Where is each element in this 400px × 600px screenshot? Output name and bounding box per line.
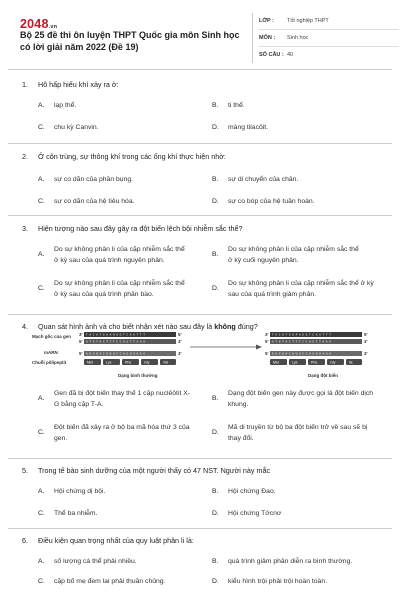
option-b[interactable]: B. ti thể. [212,102,245,109]
normal-mrna [79,351,182,356]
svg-text:5': 5' [178,332,182,337]
option-d[interactable]: D. màng tilacôit. [212,124,269,131]
svg-text:Lys: Lys [106,360,112,365]
option-a[interactable]: A. Gen đã bị đột biến thay thế 1 cặp nuclêôtit X-G bằng cặp T-A. [38,390,191,408]
option-a[interactable]: A. lạp thể. [38,102,77,109]
svg-text:Lys: Lys [292,360,298,365]
option-d[interactable]: D. sự co bóp của hệ tuần hoàn. [212,198,315,205]
document-header [0,0,400,64]
question-4-options [22,388,392,458]
figure-label-template-strand: Mạch gốc của gen [32,334,72,339]
option-c[interactable]: C. Do sự không phân li của cặp nhiễm sắc thể ở kỳ sau của quá trình phân bào. [38,280,185,298]
svg-text:A T G T A C T T T C C A G T T: A T G T A C T T T C C A G T T A A A [272,339,331,344]
svg-text:T A C A T G A A A G G T C A A: T A C A T G A A A G G T C A A T T T [86,332,145,337]
option-c[interactable]: C. chu kỳ Canvin. [38,124,99,131]
svg-text:3': 3' [178,339,182,344]
svg-text:A T G T A C T T T C C A G T T: A T G T A C T T T C C A G T T A A A [86,339,145,344]
option-a[interactable]: A. Do sự không phân li của cặp nhiễm sắc thể ở kỳ sau của quá trình nguyên phân. [38,246,185,264]
svg-text:5': 5' [265,351,269,356]
question-1 [22,80,392,140]
caption-mutant: Dạng đột biến [308,373,338,378]
caption-normal: Dạng bình thường [118,373,158,378]
option-c[interactable]: C. cặp bố mẹ đem lai phải thuần chủng. [38,578,166,585]
question-text: 3. Hiện tượng nào sau đây gây ra đột biến lệch bội nhiễm sắc thể? [22,224,243,233]
normal-dna [79,332,182,344]
question-6 [22,536,392,598]
option-d[interactable]: D. kiểu hình trội phải trội hoàn toàn. [212,578,327,585]
option-b[interactable]: B. Hội chứng Đao. [212,488,276,495]
svg-text:3': 3' [364,351,368,356]
svg-text:3': 3' [265,332,269,337]
svg-text:5': 5' [364,332,368,337]
question-divider [8,215,392,216]
option-c[interactable]: C. Thể ba nhiễm. [38,510,98,517]
question-divider [8,458,392,459]
svg-text:Val: Val [163,360,168,365]
svg-text:Gly: Gly [330,360,336,365]
header-divider [8,69,392,70]
svg-text:Met: Met [273,360,279,365]
question-text: 5. Trong tế bào sinh dưỡng của một người thấy có 47 NST. Người này mắc [22,466,271,475]
option-d[interactable]: D. Mã di truyền từ bộ ba đột biến trở về sau sẽ bị thay đổi. [212,424,368,442]
meta-question-count: SỐ CÂU : 40 [259,52,294,58]
svg-text:3': 3' [364,339,368,344]
svg-text:5': 5' [79,351,83,356]
mutant-mrna [265,351,368,356]
question-text: 6. Điều kiện quan trọng nhất của quy luật phân li là: [22,536,194,545]
svg-text:3': 3' [178,351,182,356]
option-a[interactable]: A. số lượng cá thể phải nhiều. [38,558,137,565]
question-text: 4. Quan sát hình ảnh và cho biết nhận xét nào sau đây là không đúng? [22,322,258,331]
meta-grade: LỚP : Tốt nghiệp THPT [259,13,399,30]
document-title: Bộ 25 đề thi ôn luyện THPT Quốc gia môn Sinh học có lời giải năm 2022 (Đề 19) [20,30,240,52]
mutant-dna [265,332,368,344]
question-2 [22,152,392,212]
option-a[interactable]: A. sự co dãn của phần bụng. [38,176,133,183]
question-3 [22,224,392,312]
svg-text:3': 3' [79,332,83,337]
svg-text:5': 5' [265,339,269,344]
normal-polypeptide [84,359,176,365]
option-b[interactable]: B. quá trình giảm phân diễn ra bình thường. [212,558,353,565]
option-c[interactable]: C. sự co dãn của hệ tiêu hóa. [38,198,135,205]
option-b[interactable]: B. Do sự không phân li của cặp nhiễm sắc thể ở kỳ cuối nguyên phân. [212,246,359,264]
mutant-polypeptide [270,359,362,365]
question-divider [8,143,392,144]
question-divider [8,314,392,315]
figure-label-polypeptide: Chuỗi pôlipeptit [32,360,67,365]
option-d[interactable]: D. Do sự không phân li của cặp nhiễm sắc thể ở kỳ sau của quá trình giảm phân. [212,280,374,298]
svg-text:T A C A T G A A A G G T C A A: T A C A T G A A A G G T C A A T T T [272,332,331,337]
site-logo[interactable]: 2048.vn [20,17,58,31]
question-text: 2. Ở côn trùng, sự thông khí trong các ống khí thực hiện nhờ: [22,152,226,161]
svg-text:A U G U A C U U U C C A G U U: A U G U A C U U U C C A G U U A A A [86,351,145,356]
question-text: 1. Hô hấp hiếu khí xảy ra ở: [22,80,119,89]
svg-text:Phe: Phe [125,360,132,365]
svg-text:Phe: Phe [311,360,318,365]
option-b[interactable]: B. Dạng đột biến gen này được gọi là đột biến dịch khung. [212,390,374,408]
svg-text:5': 5' [79,339,83,344]
option-c[interactable]: C. Đột biến đã xảy ra ở bộ ba mã hóa thứ 3 của gen. [38,424,190,442]
option-b[interactable]: B. sự di chuyển của chân. [212,176,299,183]
option-d[interactable]: D. Hội chứng Tớcnơ [212,510,282,517]
option-a[interactable]: A. Hội chứng dị bội. [38,488,106,495]
mutation-arrow-icon [190,345,262,350]
mutation-figure [30,330,370,382]
svg-text:Gly: Gly [144,360,150,365]
figure-label-mrna: mARN [44,350,58,355]
document-meta [252,13,399,63]
question-divider [8,528,392,529]
svg-text:Ile: Ile [349,360,353,365]
svg-text:Met: Met [87,360,93,365]
meta-subject: MÔN : Sinh học [259,30,399,47]
question-5 [22,466,392,526]
svg-text:A U G U A C U U U C C A A U U: A U G U A C U U U C C A A U U A A A [272,351,331,356]
